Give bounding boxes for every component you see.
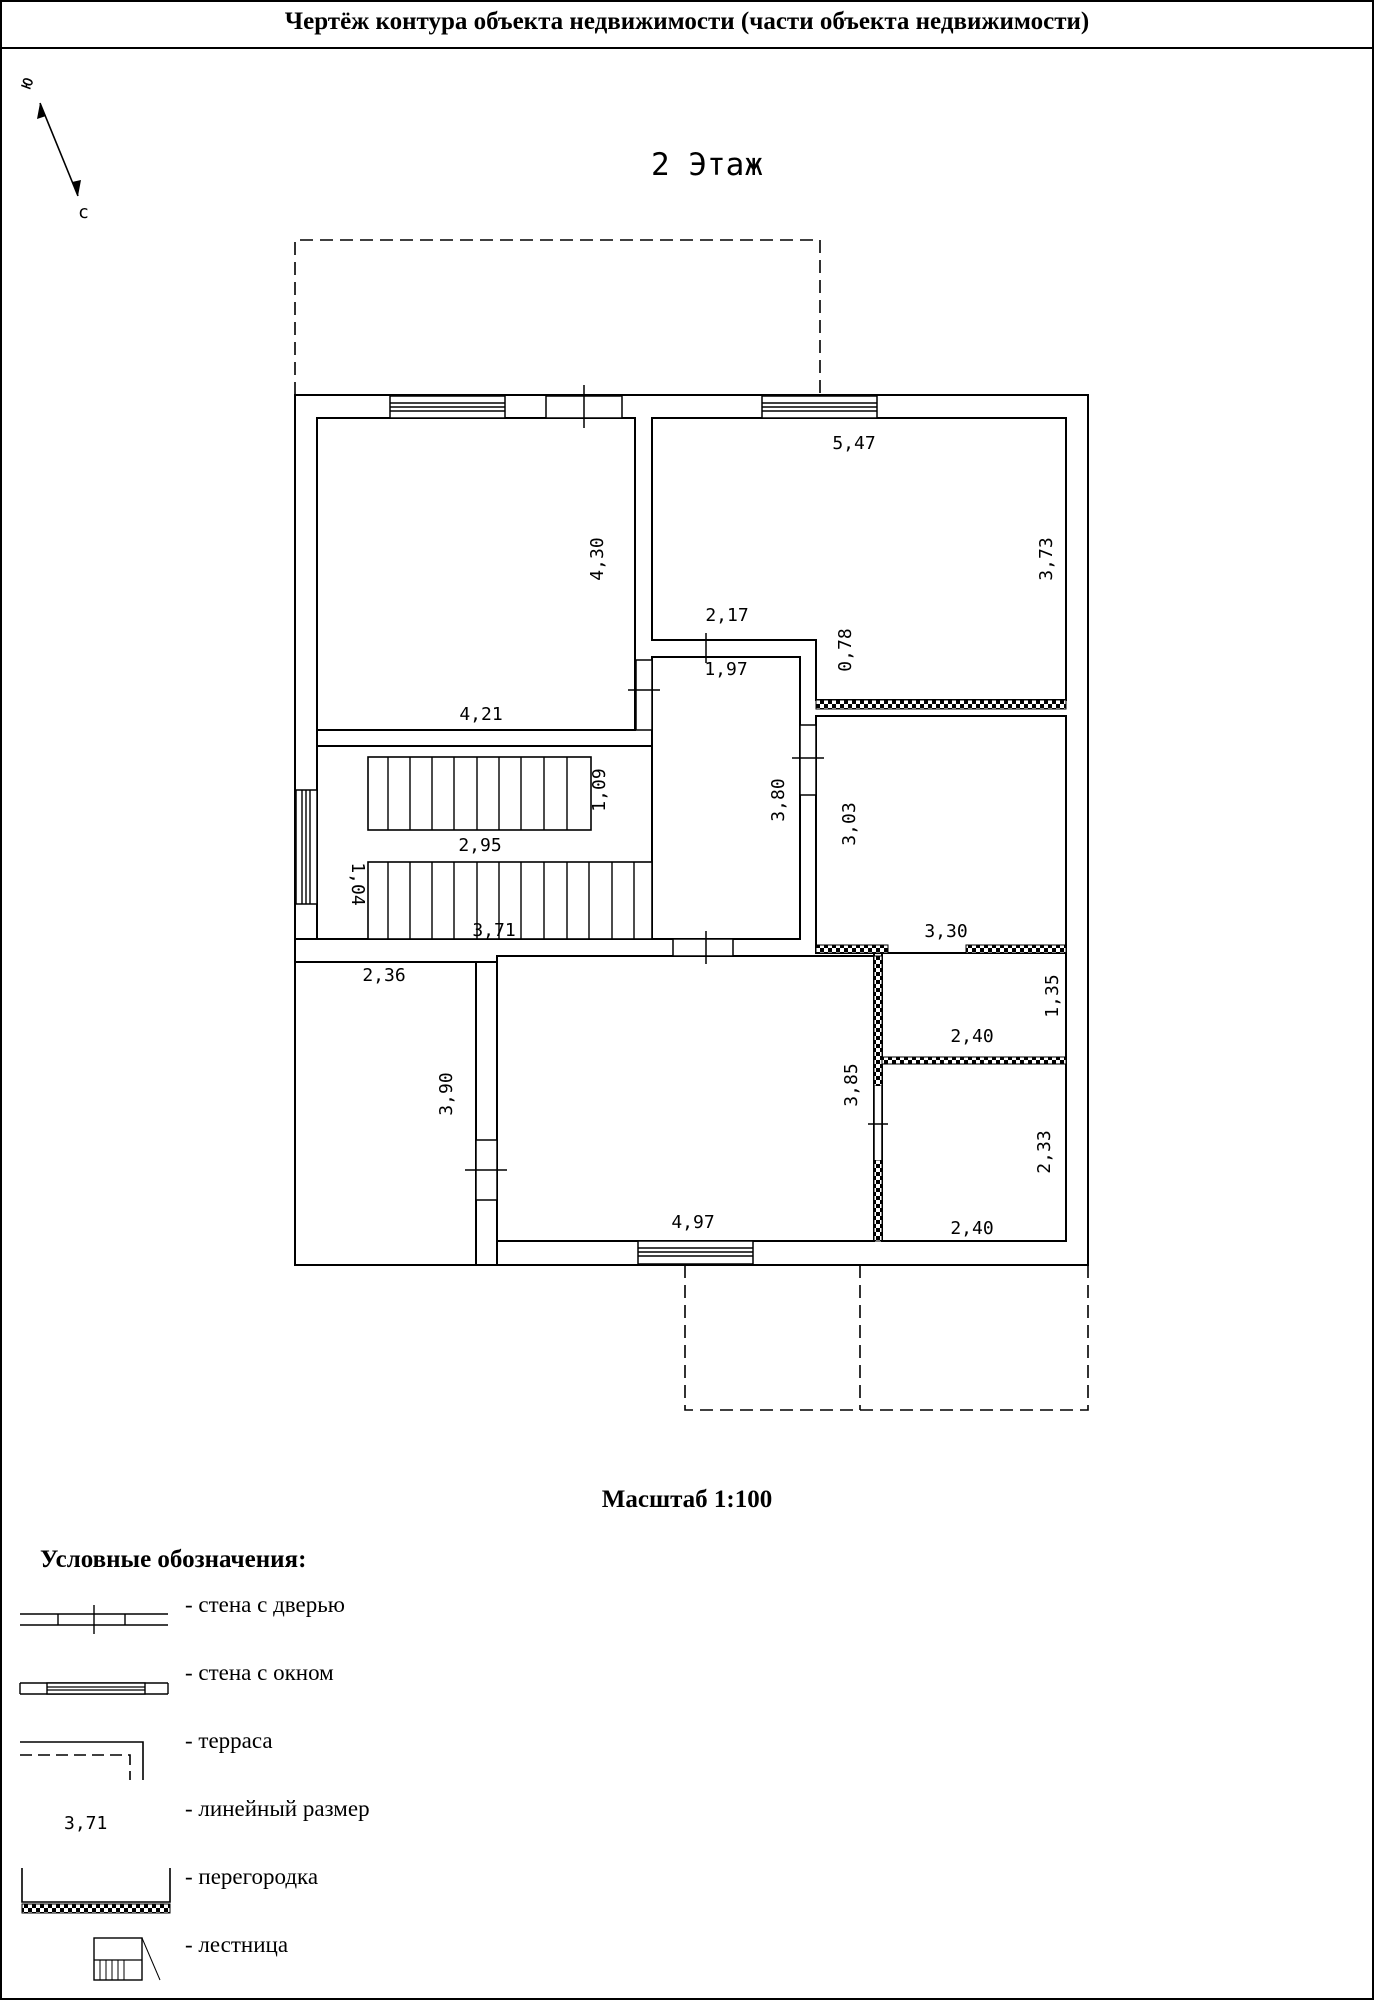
dimension-label: 4,97 xyxy=(671,1212,715,1233)
window-top-right xyxy=(762,396,877,418)
dimension-label: 3,30 xyxy=(924,921,968,942)
window-bottom xyxy=(638,1241,753,1264)
dimension-label: 3,90 xyxy=(436,1072,457,1116)
compass-south-label: с xyxy=(78,202,89,223)
staircase-upper xyxy=(368,757,591,830)
dimension-label: 1,04 xyxy=(347,862,368,906)
terrace-top xyxy=(295,240,820,395)
partition-middle-right xyxy=(966,945,1066,953)
legend-dimension-sample: 3,71 xyxy=(64,1813,108,1834)
door-middle-right xyxy=(792,725,824,795)
legend-window-wall-label: - стена с окном xyxy=(185,1660,334,1685)
legend-partition-label: - перегородка xyxy=(185,1864,319,1889)
window-top-left xyxy=(390,396,505,418)
dimension-label: 4,21 xyxy=(459,704,503,725)
scale-label: Масштаб 1:100 xyxy=(601,1486,773,1513)
legend-terrace-symbol xyxy=(20,1742,143,1780)
dimension-label: 2,40 xyxy=(950,1218,994,1239)
door-top-left-room xyxy=(628,660,660,730)
dimension-label: 3,03 xyxy=(839,802,860,846)
legend-door-wall-symbol xyxy=(20,1605,168,1634)
room-bottom-center xyxy=(497,956,874,1241)
dimension-label: 3,85 xyxy=(841,1063,862,1107)
dimension-label: 0,78 xyxy=(835,628,856,672)
door-bottom-left xyxy=(465,1140,507,1200)
dimension-label: 4,30 xyxy=(587,537,608,581)
dimension-label: 3,73 xyxy=(1036,537,1057,581)
partition-vertical-upper xyxy=(874,956,882,1086)
dimension-label: 3,71 xyxy=(472,920,516,941)
partition-vertical-lower xyxy=(874,1160,882,1241)
inner-walls xyxy=(295,418,874,1265)
dimension-label: 5,47 xyxy=(832,433,876,454)
door-hall-bottom xyxy=(673,931,733,964)
dimension-label: 1,97 xyxy=(704,659,748,680)
sheet-frame xyxy=(1,1,1373,1999)
floor-plan xyxy=(295,240,1088,1410)
dimension-label: 2,40 xyxy=(950,1026,994,1047)
compass-north-label: ю xyxy=(14,74,39,92)
partition-bathroom xyxy=(882,1057,1066,1064)
sheet-title: Чертёж контура объекта недвижимости (части объекта недвижимости) xyxy=(284,8,1090,35)
dimension-label: 2,36 xyxy=(362,965,406,986)
legend-partition-symbol xyxy=(22,1868,170,1913)
legend-heading: Условные обозначения: xyxy=(40,1546,307,1573)
legend-window-wall-symbol xyxy=(20,1683,168,1694)
compass-arrow-icon xyxy=(15,74,89,223)
dimension-label: 2,33 xyxy=(1034,1130,1055,1174)
legend-staircase-label: - лестница xyxy=(185,1932,289,1957)
door-top xyxy=(546,385,622,428)
dimension-label: 1,35 xyxy=(1042,974,1063,1018)
legend-terrace-label: - терраса xyxy=(185,1728,273,1753)
legend-door-wall-label: - стена с дверью xyxy=(185,1592,345,1617)
floor-label: 2 Этаж xyxy=(651,147,763,183)
dimension-label: 3,80 xyxy=(768,778,789,822)
partition-middle-left xyxy=(816,945,888,953)
door-small-right xyxy=(868,1086,888,1160)
dimension-label: 2,17 xyxy=(705,605,749,626)
legend xyxy=(20,1546,370,1980)
terrace-bottom xyxy=(685,1265,1088,1410)
window-left xyxy=(296,790,317,904)
dimension-label: 2,95 xyxy=(458,835,502,856)
legend-staircase-symbol xyxy=(94,1938,160,1980)
partition-top xyxy=(816,700,1066,709)
dimension-label: 1,09 xyxy=(589,768,610,812)
legend-dimension-label: - линейный размер xyxy=(185,1796,370,1821)
